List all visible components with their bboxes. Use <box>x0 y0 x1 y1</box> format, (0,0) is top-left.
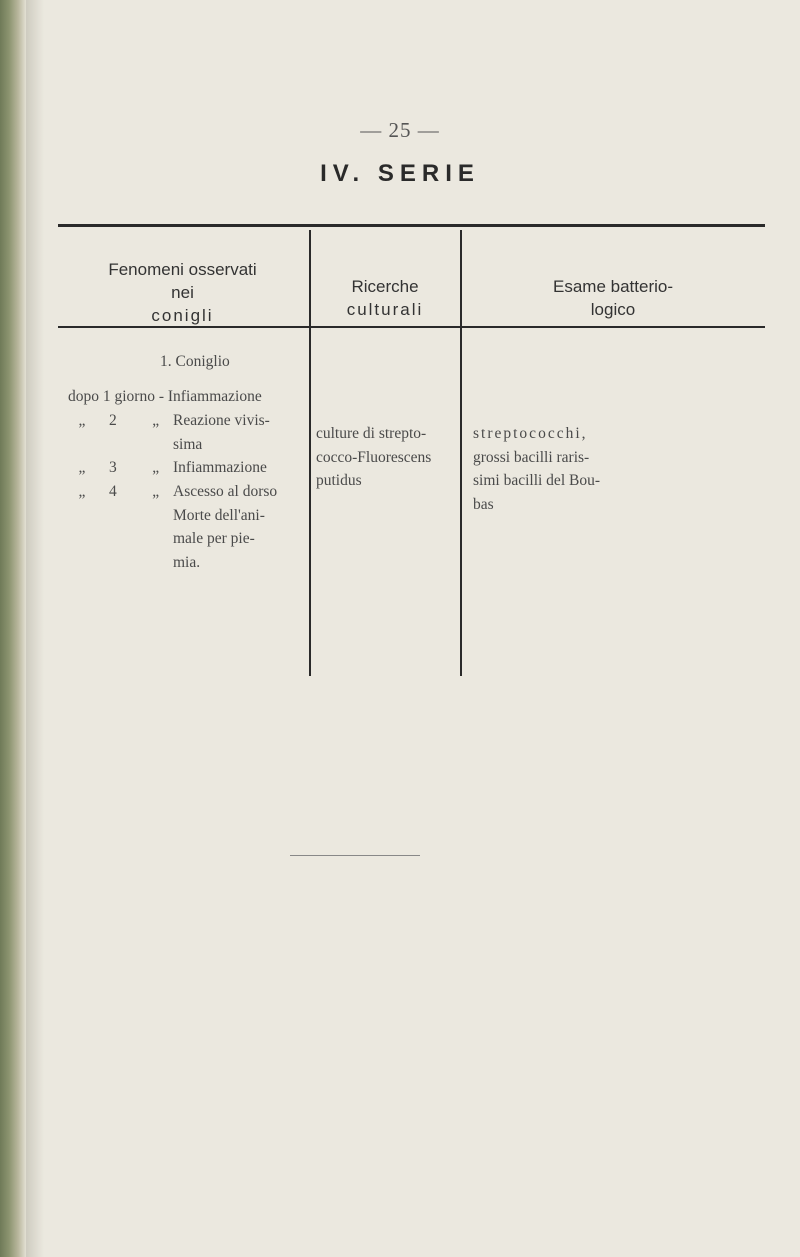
observation-row-day2 <box>68 409 170 433</box>
bact-line-4: bas <box>473 495 494 513</box>
rabbit-title: 1. Coniglio <box>160 353 230 370</box>
observation-row-day4 <box>68 480 170 504</box>
day4-ditto: „ <box>78 483 86 500</box>
day3-finding <box>173 456 308 480</box>
day1-word: giorno <box>114 388 155 405</box>
day3-ditto-2: „ <box>152 459 160 476</box>
day2-finding <box>173 409 308 456</box>
day4-line-1: Ascesso al dorso <box>173 483 278 500</box>
day2-ditto-2: „ <box>152 412 160 429</box>
header-col2-line2: culturali <box>346 300 424 319</box>
culture-line-1: culture di strepto- <box>316 425 427 442</box>
page-binding-edge <box>0 0 26 1257</box>
bact-line-3: simi bacilli del Bou- <box>473 472 600 489</box>
day2-line-1: Reazione vivis- <box>173 412 270 429</box>
observation-row-day1 <box>68 385 262 409</box>
header-cultural-research <box>312 275 458 321</box>
page-number: — 25 — <box>360 118 440 142</box>
bact-line-1: streptococchi, <box>473 425 588 442</box>
header-col1-line1: Fenomeni osservati <box>108 260 257 279</box>
header-col1-line2: nei <box>171 283 194 302</box>
bacteriological-results <box>473 422 763 516</box>
day4-line-3: male per pie- <box>173 530 255 547</box>
bact-line-2: grossi bacilli raris- <box>473 448 590 466</box>
table-top-rule <box>58 224 765 227</box>
header-bacteriological-exam <box>463 275 763 321</box>
day3-line-1: Infiammazione <box>173 459 267 476</box>
day2-line-2: sima <box>173 435 203 453</box>
header-col3-line1: Esame batterio- <box>553 277 673 296</box>
culture-line-2: cocco-Fluorescens <box>316 448 432 466</box>
header-col3-line2: logico <box>590 300 636 319</box>
day2-ditto: „ <box>78 412 86 429</box>
header-col2-line1: Ricerche <box>351 277 419 296</box>
page-binding-shadow <box>26 0 44 1257</box>
day4-line-2: Morte dell'ani- <box>173 506 265 524</box>
day3-ditto: „ <box>78 459 86 476</box>
day2-num: 2 <box>109 412 117 429</box>
culture-line-3: putidus <box>316 472 362 489</box>
day4-finding <box>173 480 308 574</box>
cultural-results <box>316 422 458 493</box>
section-end-rule <box>290 855 420 856</box>
column-divider-1 <box>309 230 311 676</box>
day4-num: 4 <box>109 483 117 500</box>
day4-ditto-2: „ <box>152 483 160 500</box>
day3-num: 3 <box>109 459 117 476</box>
day1-prefix: dopo 1 <box>68 388 111 405</box>
column-divider-2 <box>460 230 462 676</box>
header-observed-phenomena <box>60 258 305 327</box>
observation-row-day3 <box>68 456 170 480</box>
day4-line-4: mia. <box>173 553 201 571</box>
header-col1-line3: conigli <box>151 306 214 325</box>
series-title: IV. SERIE <box>320 160 480 187</box>
day1-finding: - Infiammazione <box>158 388 262 405</box>
